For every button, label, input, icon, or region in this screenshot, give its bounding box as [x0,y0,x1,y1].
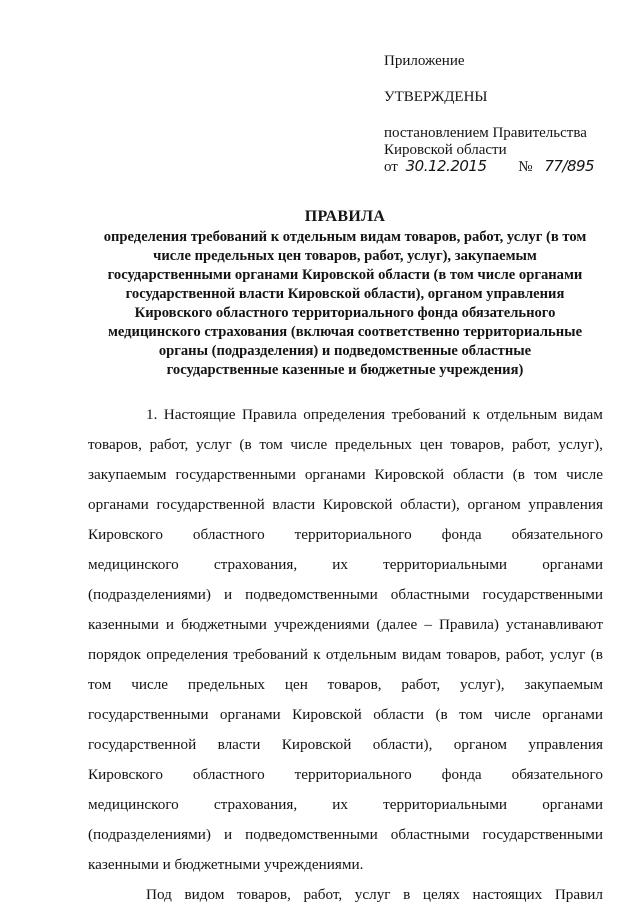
body-line [88,764,603,785]
word: закупаемым [88,466,167,483]
word: товаров, [236,886,291,903]
body-line [88,614,603,635]
word: управления [528,496,603,513]
body-line [88,644,603,665]
word: работ, [149,436,189,453]
word: областными [390,826,470,843]
word: органом [453,736,507,753]
word: органами [542,556,603,573]
word: Кировской [281,736,352,753]
word: области [453,466,504,483]
word: государственными [88,706,209,723]
body-line [88,554,603,575]
word: Под [146,886,172,903]
word: Правил [554,886,603,903]
word: том [259,436,283,453]
word: подведомственными [245,826,378,843]
word: товаров, [88,436,142,453]
word: власти [217,736,261,753]
word: услуг [196,436,232,453]
word: устанавливают [506,616,603,633]
word: фонда [441,526,482,543]
word: том [533,466,558,483]
word: услуг), [558,436,603,453]
word: и [223,586,233,603]
word: целях [422,886,460,903]
word: требований [233,646,308,663]
word: работ, [401,676,441,693]
word: видам [401,646,442,663]
body-line [88,704,603,725]
word: казенными [88,616,159,633]
word: областными [390,586,470,603]
word: услуг), [459,676,505,693]
word: – [424,616,432,633]
title-line: определения требований к отдельным видам товаров, работ, услуг (в том [103,229,587,245]
word: порядок [88,646,142,663]
body-line [88,794,603,815]
word: Правила) [438,616,499,633]
decree-date-line [384,157,594,176]
word: государственными [482,826,603,843]
body-line [146,404,603,425]
word: областного [192,766,265,783]
body-line [88,524,603,545]
word: закупаемым [524,676,603,693]
word: работ, [511,436,551,453]
word: (в [512,466,525,483]
decree-date: 30.12.2015 [405,157,487,175]
word: страхования, [213,796,298,813]
word: Кировской [292,706,362,723]
word: учреждениями [273,616,370,633]
word: бюджетными [181,616,267,633]
word: органами [219,706,281,723]
word: (в [239,436,252,453]
body-line [88,494,603,515]
word: видом [184,886,225,903]
title-line: Кировского областного территориального фонда обязательного [134,305,556,321]
word: территориального [294,526,412,543]
word: Кировского [88,766,163,783]
word: государственной [156,496,265,513]
word: обязательного [511,766,603,783]
word: органами [304,466,366,483]
word: предельных [187,676,266,693]
body-line [88,434,603,455]
title-line: государственные казенные и бюджетные учреждения) [166,362,524,378]
word: том [88,676,112,693]
word: Кировского [88,526,163,543]
word: и [165,616,175,633]
word: товаров, [450,436,505,453]
word: отдельным [325,646,397,663]
word: к [472,406,480,423]
body-line: казенными и бюджетными учреждениями. [88,856,364,873]
title-heading: ПРАВИЛА [304,208,386,225]
word: области [373,706,424,723]
word: области), [372,736,433,753]
approved-label: УТВЕРЖДЕНЫ [384,89,488,105]
title-line: числе предельных цен товаров, работ, услуг), закупаемым [153,248,537,264]
word: работ, [505,646,545,663]
word: государственной [88,736,197,753]
word: государственными [482,586,603,603]
word: (в [590,646,603,663]
word: услуг [354,886,391,903]
word: Кировской [322,496,393,513]
word: органом [467,496,521,513]
word: органами [542,706,603,723]
word: услуг [549,646,586,663]
word: областного [192,526,265,543]
word: подведомственными [245,586,378,603]
word: управления [528,736,603,753]
body-line [88,734,603,755]
word: числе [131,676,169,693]
word: обязательного [511,526,603,543]
word: территориальными [383,796,508,813]
word: работ, [303,886,343,903]
word: числе [566,466,603,483]
title-line: медицинского страхования (включая соответственно территориальные [107,324,583,340]
word: Кировской [374,466,445,483]
word: органами [88,496,149,513]
word: к [313,646,321,663]
word: числе [493,706,531,723]
word: территориальными [383,556,508,573]
word: товаров, [446,646,501,663]
body-line [88,824,603,845]
body-line [88,674,603,695]
word: товаров, [327,676,382,693]
word: области), [400,496,460,513]
word: предельных [334,436,413,453]
word: в [403,886,411,903]
body-line [88,464,603,485]
word: их [332,796,349,813]
decree-line-1: постановлением Правительства [384,125,587,141]
word: (далее [376,616,418,633]
date-prefix: от [384,159,398,175]
decree-line-2: Кировской области [384,142,507,158]
word: отдельным [486,406,558,423]
word: цен [284,676,308,693]
word: власти [272,496,316,513]
word: цен [419,436,443,453]
word: определения [303,406,386,423]
word: (в [435,706,448,723]
word: настоящих [472,886,543,903]
word: (подразделениями) [88,826,211,843]
decree-number: 77/895 [544,157,595,175]
word: медицинского [88,796,179,813]
body-line [88,584,603,605]
word: органами [542,796,603,813]
word: требований [391,406,467,423]
appendix-label: Приложение [384,53,465,69]
word: страхования, [213,556,298,573]
word: медицинского [88,556,179,573]
word: и [223,826,233,843]
word: Настоящие [163,406,236,423]
word: числе [290,436,328,453]
word: определения [146,646,229,663]
word: том [459,706,483,723]
word: фонда [441,766,482,783]
title-line: государственной власти Кировской области), органом управления [125,286,565,302]
word: Правила [241,406,297,423]
title-line: органы (подразделения) и подведомственные областные [158,343,532,359]
word: 1. [146,406,158,423]
word: (подразделениями) [88,586,211,603]
word: их [332,556,349,573]
word: видам [563,406,603,423]
body-line [146,884,603,905]
number-prefix: № [518,159,533,175]
word: территориального [294,766,412,783]
word: государственными [175,466,296,483]
title-line: государственными органами Кировской области (в том числе органами [107,267,583,283]
